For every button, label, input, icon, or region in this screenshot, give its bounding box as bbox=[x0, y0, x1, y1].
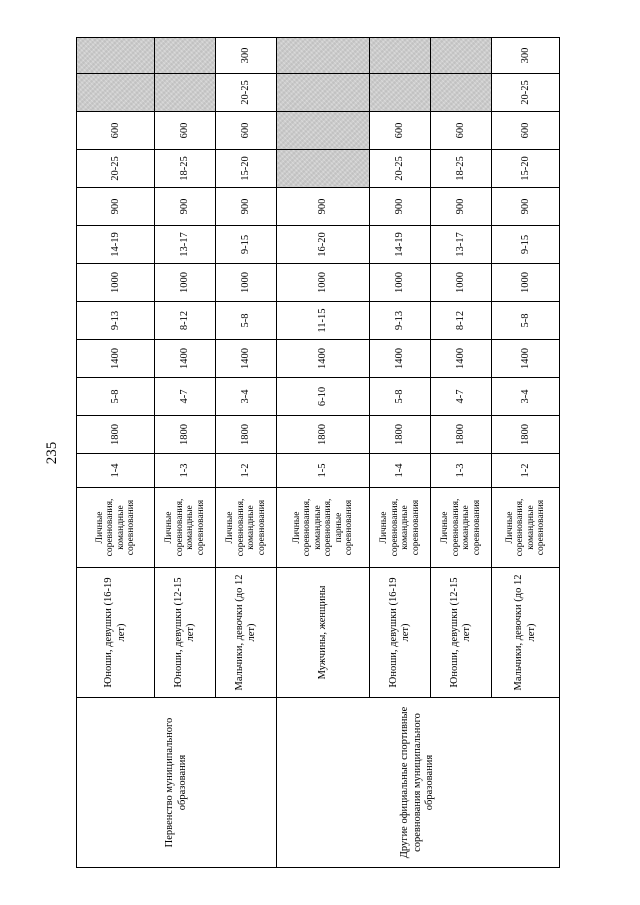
place-range-cell: 15-20 bbox=[492, 150, 560, 188]
age-group-cell: Мальчики, девочки (до 12 лет) bbox=[492, 568, 560, 698]
place-range-cell: 9-13 bbox=[77, 302, 155, 340]
place-range-cell: 18-25 bbox=[431, 150, 492, 188]
table-row bbox=[77, 38, 155, 868]
points-cell: 1000 bbox=[492, 264, 560, 302]
place-range-cell: 9-13 bbox=[370, 302, 431, 340]
place-range-cell: 1-3 bbox=[431, 454, 492, 488]
points-cell: 900 bbox=[431, 188, 492, 226]
rotated-table-area bbox=[76, 38, 546, 868]
points-cell: 1800 bbox=[277, 416, 370, 454]
place-range-cell: 3-4 bbox=[216, 378, 277, 416]
points-cell: 1000 bbox=[155, 264, 216, 302]
points-cell: 900 bbox=[155, 188, 216, 226]
competition-type-cell: Личные соревнования, командные соревнования bbox=[431, 488, 492, 568]
place-range-cell: 4-7 bbox=[431, 378, 492, 416]
place-range-cell: 16-20 bbox=[277, 226, 370, 264]
table-row bbox=[277, 38, 370, 868]
place-range-cell: 15-20 bbox=[216, 150, 277, 188]
place-range-cell: 4-7 bbox=[155, 378, 216, 416]
place-range-cell: 1-3 bbox=[155, 454, 216, 488]
points-cell bbox=[370, 38, 431, 74]
place-range-cell: 20-25 bbox=[216, 74, 277, 112]
points-cell: 1400 bbox=[77, 340, 155, 378]
points-cell bbox=[77, 38, 155, 74]
competition-type-cell: Личные соревнования, командные соревнования bbox=[216, 488, 277, 568]
page-number: 235 bbox=[44, 441, 60, 465]
age-group-cell: Мужчины, женщины bbox=[277, 568, 370, 698]
age-group-cell: Юноши, девушки (16-19 лет) bbox=[77, 568, 155, 698]
place-range-cell: 14-19 bbox=[77, 226, 155, 264]
points-cell: 1000 bbox=[277, 264, 370, 302]
place-range-cell: 9-15 bbox=[492, 226, 560, 264]
place-range-cell bbox=[77, 74, 155, 112]
points-table bbox=[76, 37, 560, 868]
place-range-cell: 5-8 bbox=[370, 378, 431, 416]
points-cell: 900 bbox=[492, 188, 560, 226]
points-cell: 600 bbox=[370, 112, 431, 150]
place-range-cell bbox=[155, 74, 216, 112]
points-cell: 1800 bbox=[431, 416, 492, 454]
place-range-cell: 5-8 bbox=[492, 302, 560, 340]
category-cell: Первенство муниципального образования bbox=[77, 698, 277, 868]
place-range-cell: 20-25 bbox=[77, 150, 155, 188]
place-range-cell: 5-8 bbox=[77, 378, 155, 416]
points-cell bbox=[155, 38, 216, 74]
place-range-cell: 1-2 bbox=[216, 454, 277, 488]
points-cell: 1000 bbox=[370, 264, 431, 302]
points-cell: 1800 bbox=[216, 416, 277, 454]
points-cell: 900 bbox=[77, 188, 155, 226]
category-cell: Другие официальные спортивные соревнования муниципального образования bbox=[277, 698, 560, 868]
place-range-cell: 14-19 bbox=[370, 226, 431, 264]
place-range-cell: 1-2 bbox=[492, 454, 560, 488]
points-cell: 1400 bbox=[431, 340, 492, 378]
points-cell: 600 bbox=[155, 112, 216, 150]
points-cell: 300 bbox=[216, 38, 277, 74]
points-cell: 900 bbox=[370, 188, 431, 226]
points-cell: 300 bbox=[492, 38, 560, 74]
competition-type-cell: Личные соревнования, командные соревнования bbox=[370, 488, 431, 568]
points-cell: 1800 bbox=[370, 416, 431, 454]
age-group-cell: Юноши, девушки (16-19 лет) bbox=[370, 568, 431, 698]
points-cell: 600 bbox=[492, 112, 560, 150]
points-cell: 900 bbox=[277, 188, 370, 226]
place-range-cell: 1-4 bbox=[370, 454, 431, 488]
points-cell: 1400 bbox=[277, 340, 370, 378]
competition-type-cell: Личные соревнования, командные соревнования bbox=[77, 488, 155, 568]
place-range-cell: 8-12 bbox=[431, 302, 492, 340]
points-cell: 600 bbox=[216, 112, 277, 150]
points-cell: 1800 bbox=[77, 416, 155, 454]
competition-type-cell: Личные соревнования, командные соревнования bbox=[492, 488, 560, 568]
place-range-cell: 9-15 bbox=[216, 226, 277, 264]
place-range-cell bbox=[277, 150, 370, 188]
table-body bbox=[77, 38, 560, 868]
points-cell bbox=[431, 38, 492, 74]
points-cell: 1800 bbox=[492, 416, 560, 454]
place-range-cell: 13-17 bbox=[431, 226, 492, 264]
place-range-cell: 20-25 bbox=[370, 150, 431, 188]
age-group-cell: Юноши, девушки (12-15 лет) bbox=[155, 568, 216, 698]
points-cell: 1400 bbox=[155, 340, 216, 378]
place-range-cell: 20-25 bbox=[492, 74, 560, 112]
points-cell: 1400 bbox=[216, 340, 277, 378]
table-sheet bbox=[76, 38, 546, 868]
points-cell: 1400 bbox=[370, 340, 431, 378]
place-range-cell: 13-17 bbox=[155, 226, 216, 264]
place-range-cell bbox=[370, 74, 431, 112]
points-cell: 1000 bbox=[77, 264, 155, 302]
place-range-cell: 8-12 bbox=[155, 302, 216, 340]
competition-type-cell: Личные соревнования, командные соревнования bbox=[155, 488, 216, 568]
points-cell: 1400 bbox=[492, 340, 560, 378]
points-cell: 1000 bbox=[431, 264, 492, 302]
points-cell bbox=[277, 112, 370, 150]
points-cell: 600 bbox=[431, 112, 492, 150]
place-range-cell: 1-5 bbox=[277, 454, 370, 488]
competition-type-cell: Личные соревнования, командные соревнования, парные соревнования bbox=[277, 488, 370, 568]
age-group-cell: Юноши, девушки (12-15 лет) bbox=[431, 568, 492, 698]
age-group-cell: Мальчики, девочки (до 12 лет) bbox=[216, 568, 277, 698]
points-cell: 900 bbox=[216, 188, 277, 226]
place-range-cell bbox=[431, 74, 492, 112]
points-cell bbox=[277, 38, 370, 74]
place-range-cell: 18-25 bbox=[155, 150, 216, 188]
place-range-cell: 3-4 bbox=[492, 378, 560, 416]
points-cell: 1000 bbox=[216, 264, 277, 302]
place-range-cell bbox=[277, 74, 370, 112]
points-cell: 600 bbox=[77, 112, 155, 150]
place-range-cell: 11-15 bbox=[277, 302, 370, 340]
place-range-cell: 1-4 bbox=[77, 454, 155, 488]
place-range-cell: 5-8 bbox=[216, 302, 277, 340]
points-cell: 1800 bbox=[155, 416, 216, 454]
place-range-cell: 6-10 bbox=[277, 378, 370, 416]
